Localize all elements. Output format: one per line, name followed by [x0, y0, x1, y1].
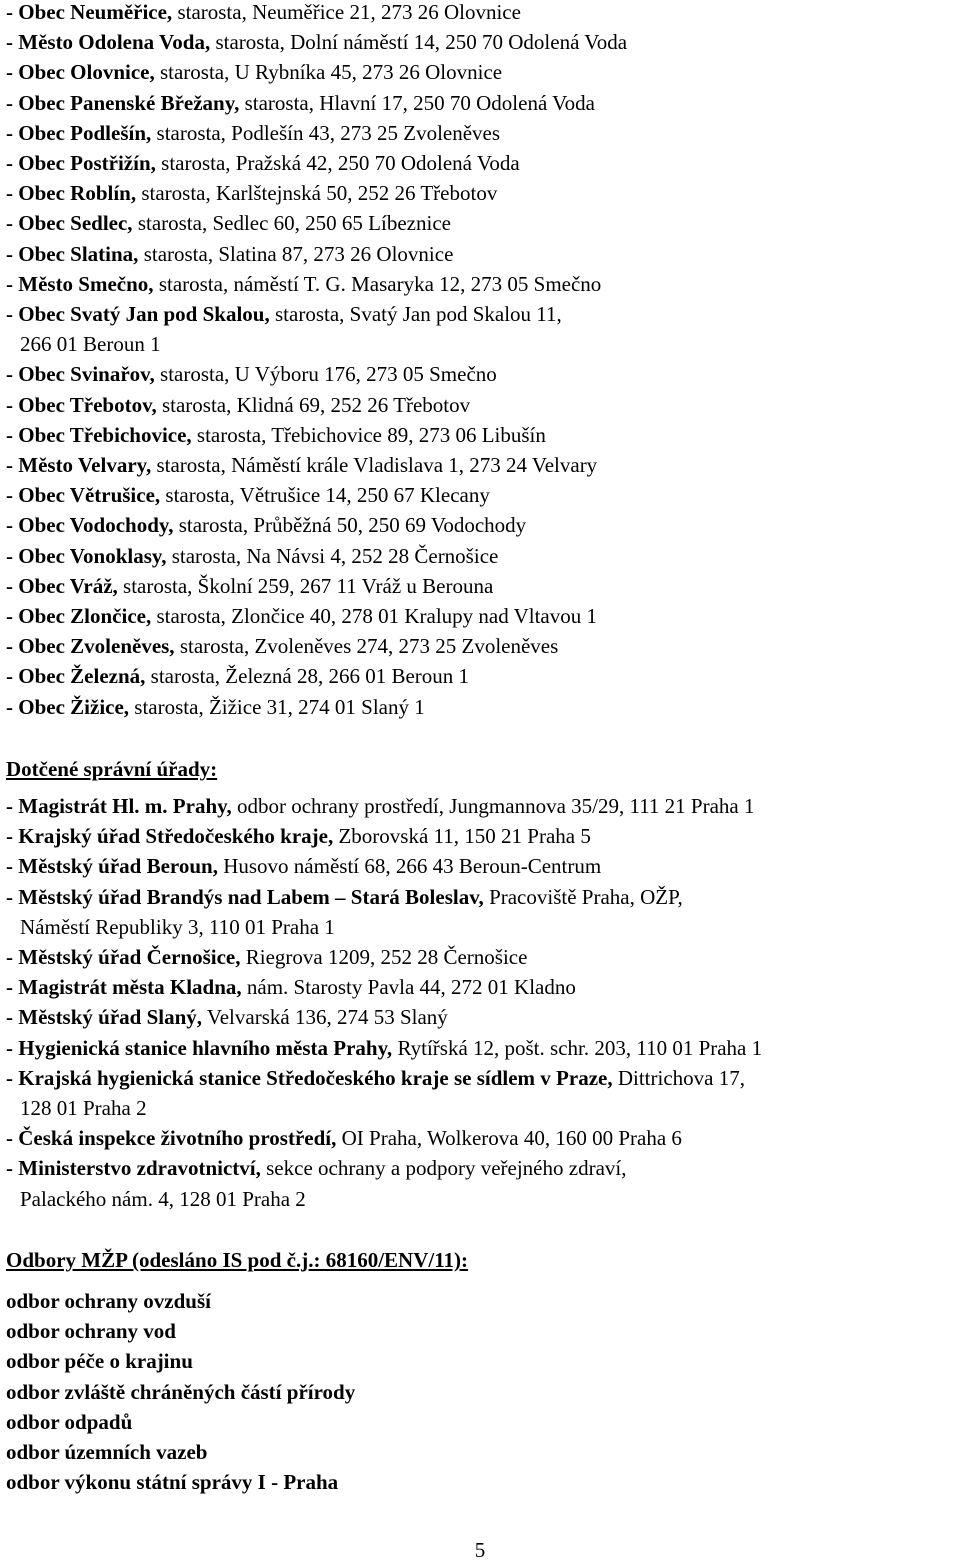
- item-name: Obec Vonoklasy,: [18, 543, 167, 568]
- item-prefix: -: [6, 60, 19, 85]
- item-prefix: -: [6, 0, 19, 24]
- item-prefix: -: [6, 1126, 19, 1151]
- list-item: [6, 423, 546, 447]
- item-address: starosta, Neuměřice 21, 273 26 Olovnice: [172, 0, 521, 24]
- list-item: [6, 453, 597, 477]
- item-address: Velvarská 136, 274 53 Slaný: [202, 1005, 448, 1030]
- item-name: Obec Železná,: [18, 664, 146, 689]
- item-name: Česká inspekce životního prostředí,: [18, 1126, 337, 1151]
- list-item: [6, 393, 470, 417]
- list-item: [6, 60, 502, 84]
- list-item: [6, 634, 558, 658]
- item-prefix: -: [6, 1065, 19, 1090]
- item-prefix: -: [6, 513, 19, 538]
- item-name: Obec Roblín,: [18, 181, 137, 206]
- item-address-continuation: Palackého nám. 4, 128 01 Praha 2: [20, 1186, 306, 1211]
- department-item: odbor odpadů: [6, 1409, 133, 1434]
- list-item: [6, 1156, 626, 1180]
- department-item: odbor výkonu státní správy I - Praha: [6, 1470, 339, 1495]
- list-item: [6, 483, 490, 507]
- item-prefix: -: [6, 824, 19, 849]
- item-address: Husovo náměstí 68, 266 43 Beroun-Centrum: [217, 854, 602, 879]
- item-address: starosta, Průběžná 50, 250 69 Vodochody: [173, 513, 527, 538]
- item-name: Obec Třebichovice,: [18, 422, 192, 447]
- page-number: 5: [474, 1538, 486, 1562]
- list-item: [6, 272, 601, 296]
- list-item: [6, 302, 562, 326]
- item-address: starosta, náměstí T. G. Masaryka 12, 273 05 Smečno: [153, 271, 602, 296]
- item-prefix: -: [6, 543, 19, 568]
- item-name: Obec Žižice,: [18, 694, 130, 719]
- list-item: [6, 1005, 448, 1029]
- item-name: Městský úřad Slaný,: [18, 1005, 203, 1030]
- item-name: Obec Panenské Břežany,: [18, 90, 240, 115]
- item-address: starosta, Zlončice 40, 278 01 Kralupy nad Vltavou 1: [151, 604, 598, 628]
- item-address: starosta, Školní 259, 267 11 Vráž u Berouna: [117, 573, 494, 598]
- item-name: Ministerstvo zdravotnictví,: [18, 1156, 261, 1181]
- item-address-continuation: 128 01 Praha 2: [20, 1096, 147, 1120]
- item-prefix: -: [6, 664, 19, 689]
- item-address: starosta, Slatina 87, 273 26 Olovnice: [138, 241, 454, 266]
- list-item: [6, 975, 576, 999]
- list-item: [6, 945, 527, 969]
- item-address: Zborovská 11, 150 21 Praha 5: [333, 824, 591, 849]
- item-prefix: -: [6, 90, 19, 115]
- item-address: starosta, Svatý Jan pod Skalou 11,: [269, 302, 562, 326]
- item-address: OI Praha, Wolkerova 40, 160 00 Praha 6: [336, 1126, 682, 1151]
- item-address: Dittrichova 17,: [612, 1065, 745, 1090]
- department-item: odbor péče o krajinu: [6, 1349, 193, 1374]
- list-item: [6, 885, 683, 909]
- item-address: starosta, Zvoleněves 274, 273 25 Zvoleněves: [174, 634, 559, 659]
- item-prefix: -: [6, 30, 19, 55]
- item-prefix: -: [6, 604, 19, 628]
- item-name: Městský úřad Brandýs nad Labem – Stará Boleslav,: [18, 884, 484, 909]
- item-prefix: -: [6, 1156, 19, 1181]
- item-prefix: -: [6, 362, 19, 387]
- department-item: odbor ochrany ovzduší: [6, 1289, 211, 1313]
- item-address: Pracoviště Praha, OŽP,: [483, 884, 683, 909]
- offices-heading: Dotčené správní úřady:: [6, 757, 218, 781]
- item-address: starosta, U Výboru 176, 273 05 Smečno: [154, 362, 497, 387]
- item-prefix: -: [6, 302, 19, 326]
- list-item: [6, 91, 595, 115]
- department-item: odbor zvláště chráněných částí přírody: [6, 1379, 356, 1404]
- list-item: [6, 30, 627, 54]
- item-prefix: -: [6, 854, 19, 879]
- item-address: starosta, Pražská 42, 250 70 Odolená Voda: [155, 151, 520, 175]
- item-name: Krajský úřad Středočeského kraje,: [18, 824, 334, 849]
- item-address: Rytířská 12, pošt. schr. 203, 110 01 Praha 1: [392, 1035, 763, 1060]
- list-item: [6, 151, 520, 175]
- item-prefix: -: [6, 1035, 19, 1060]
- item-prefix: -: [6, 794, 19, 818]
- item-address: starosta, Na Návsi 4, 252 28 Černošice: [166, 543, 499, 568]
- item-name: Obec Svinařov,: [18, 362, 155, 387]
- item-name: Obec Vráž,: [18, 573, 118, 598]
- item-address: starosta, Větrušice 14, 250 67 Klecany: [160, 483, 490, 508]
- item-address: starosta, U Rybníka 45, 273 26 Olovnice: [154, 60, 503, 85]
- item-prefix: -: [6, 271, 19, 296]
- item-address: starosta, Sedlec 60, 250 65 Líbeznice: [132, 211, 451, 236]
- list-item: [6, 1036, 762, 1060]
- item-prefix: -: [6, 392, 19, 417]
- item-address: starosta, Železná 28, 266 01 Beroun 1: [145, 664, 470, 689]
- item-name: Hygienická stanice hlavního města Prahy,: [18, 1035, 393, 1060]
- departments-heading: Odbory MŽP (odesláno IS pod č.j.: 68160/ENV/11):: [6, 1248, 469, 1272]
- department-item: odbor ochrany vod: [6, 1319, 176, 1344]
- item-prefix: -: [6, 975, 19, 1000]
- list-item: [6, 1126, 682, 1150]
- item-address: starosta, Třebichovice 89, 273 06 Libušín: [191, 422, 546, 447]
- list-item: [6, 1066, 745, 1090]
- item-name: Obec Podlešín,: [18, 120, 152, 145]
- item-name: Město Smečno,: [18, 271, 154, 296]
- list-item: [6, 242, 453, 266]
- item-address: starosta, Hlavní 17, 250 70 Odolená Voda: [239, 90, 595, 115]
- item-address: starosta, Klidná 69, 252 26 Třebotov: [156, 392, 471, 417]
- list-item: [6, 794, 754, 818]
- item-name: Obec Svatý Jan pod Skalou,: [18, 302, 270, 326]
- department-item: odbor územních vazeb: [6, 1440, 208, 1464]
- item-address: starosta, Dolní náměstí 14, 250 70 Odolená Voda: [210, 30, 628, 55]
- list-item: [6, 574, 493, 598]
- item-name: Magistrát Hl. m. Prahy,: [18, 794, 232, 818]
- item-name: Obec Slatina,: [18, 241, 139, 266]
- item-name: Obec Větrušice,: [18, 483, 161, 508]
- item-address: odbor ochrany prostředí, Jungmannova 35/29, 111 21 Praha 1: [231, 794, 755, 818]
- list-item: [6, 604, 597, 628]
- item-name: Město Odolena Voda,: [18, 30, 211, 55]
- item-prefix: -: [6, 483, 19, 508]
- item-name: Obec Vodochody,: [18, 513, 174, 538]
- item-name: Obec Sedlec,: [18, 211, 133, 236]
- item-address-continuation: 266 01 Beroun 1: [20, 332, 161, 357]
- list-item: [6, 513, 526, 537]
- item-prefix: -: [6, 945, 19, 969]
- list-item: [6, 854, 601, 878]
- item-prefix: -: [6, 241, 19, 266]
- item-name: Magistrát města Kladna,: [18, 975, 242, 1000]
- item-address: starosta, Podlešín 43, 273 25 Zvoleněves: [151, 120, 501, 145]
- list-item: [6, 362, 497, 386]
- item-address: starosta, Karlštejnská 50, 252 26 Třebotov: [136, 181, 498, 206]
- item-prefix: -: [6, 573, 19, 598]
- list-item: [6, 664, 469, 688]
- item-name: Městský úřad Černošice,: [18, 945, 241, 969]
- item-name: Obec Olovnice,: [18, 60, 155, 85]
- item-prefix: -: [6, 151, 19, 175]
- item-prefix: -: [6, 884, 19, 909]
- list-item: [6, 824, 591, 848]
- item-address: starosta, Náměstí krále Vladislava 1, 273 24 Velvary: [151, 453, 598, 477]
- list-item: [6, 121, 500, 145]
- item-address: starosta, Žižice 31, 274 01 Slaný 1: [129, 694, 425, 719]
- item-prefix: -: [6, 694, 19, 719]
- item-prefix: -: [6, 211, 19, 236]
- item-name: Obec Postřižín,: [18, 151, 156, 175]
- item-prefix: -: [6, 453, 19, 477]
- item-prefix: -: [6, 181, 19, 206]
- item-name: Městský úřad Beroun,: [18, 854, 218, 879]
- item-prefix: -: [6, 1005, 19, 1030]
- list-item: [6, 544, 498, 568]
- list-item: [6, 695, 425, 719]
- item-name: Krajská hygienická stanice Středočeského kraje se sídlem v Praze,: [18, 1065, 613, 1090]
- item-address: Riegrova 1209, 252 28 Černošice: [240, 945, 528, 969]
- item-prefix: -: [6, 422, 19, 447]
- item-name: Obec Zvoleněves,: [18, 634, 175, 659]
- item-name: Obec Neuměřice,: [18, 0, 173, 24]
- item-prefix: -: [6, 120, 19, 145]
- item-address: nám. Starosty Pavla 44, 272 01 Kladno: [241, 975, 576, 1000]
- item-address-continuation: Náměstí Republiky 3, 110 01 Praha 1: [20, 914, 335, 939]
- list-item: [6, 0, 521, 24]
- item-prefix: -: [6, 634, 19, 659]
- item-address: sekce ochrany a podpory veřejného zdraví,: [260, 1156, 627, 1181]
- item-name: Město Velvary,: [18, 453, 152, 477]
- list-item: [6, 181, 497, 205]
- item-name: Obec Třebotov,: [18, 392, 157, 417]
- list-item: [6, 211, 451, 235]
- item-name: Obec Zlončice,: [18, 604, 152, 628]
